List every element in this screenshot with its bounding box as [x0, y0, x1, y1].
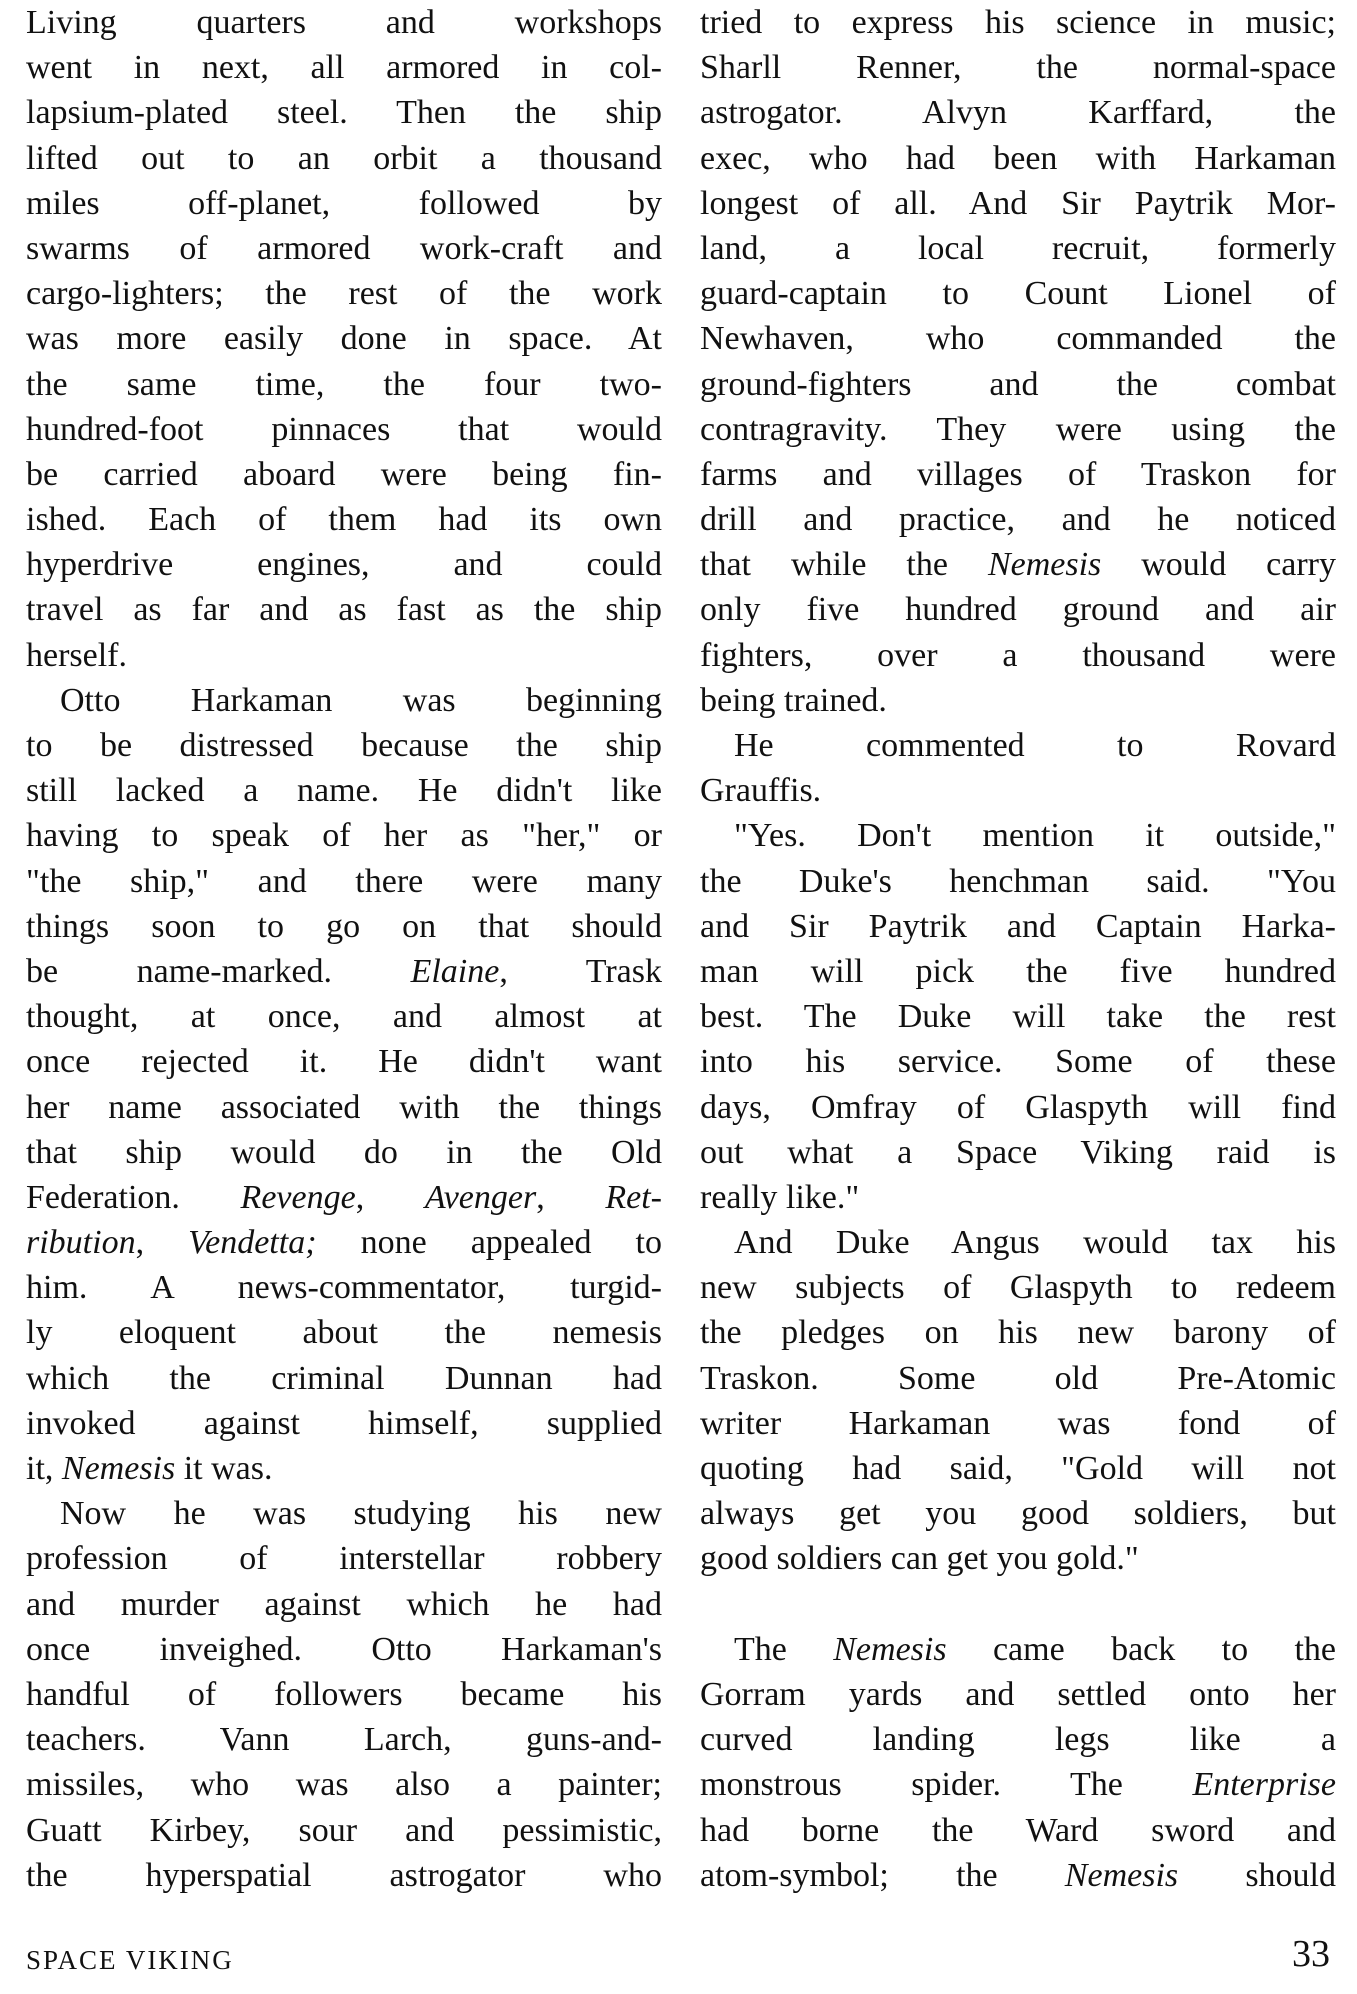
text-line: profession of interstellar robbery	[26, 1540, 662, 1578]
page-number: 33	[1292, 1933, 1330, 1975]
text-line: had borne the Ward sword and	[700, 1811, 1336, 1849]
text-line: things soon to go on that should	[26, 907, 662, 945]
text-line: lifted out to an orbit a thousand	[26, 139, 662, 177]
text-line: out what a Space Viking raid is	[700, 1133, 1336, 1171]
text-line: Otto Harkaman was beginning	[60, 681, 662, 719]
text-line: once rejected it. He didn't want	[26, 1043, 662, 1081]
text-line: into his service. Some of these	[700, 1043, 1336, 1081]
text-line: to be distressed because the ship	[26, 727, 662, 764]
text-line: good soldiers can get you gold."	[700, 1540, 1139, 1578]
text-line: Newhaven, who commanded the	[700, 320, 1336, 358]
text-line: miles off-planet, followed by	[26, 184, 662, 222]
text-line: missiles, who was also a painter;	[26, 1766, 662, 1804]
text-line: best. The Duke will take the rest	[700, 998, 1336, 1036]
text-line: be carried aboard were being fin-	[26, 455, 662, 493]
text-line: her name associated with the things	[26, 1088, 662, 1126]
text-line: really like."	[700, 1178, 860, 1216]
text-line: ribution, Vendetta; none appealed to	[26, 1224, 662, 1262]
text-line: once inveighed. Otto Harkaman's	[26, 1630, 662, 1668]
text-line: exec, who had been with Harkaman	[700, 139, 1336, 177]
text-line: Grauffis.	[700, 772, 822, 810]
text-line: having to speak of her as "her," or	[26, 817, 662, 855]
text-line: days, Omfray of Glaspyth will find	[700, 1088, 1336, 1126]
text-line: "the ship," and there were many	[26, 862, 662, 900]
text-line: cargo-lighters; the rest of the work	[26, 275, 662, 313]
text-line: thought, at once, and almost at	[26, 998, 662, 1036]
text-line: ground-fighters and the combat	[700, 365, 1336, 403]
text-line: longest of all. And Sir Paytrik Mor-	[700, 184, 1336, 222]
text-line: Federation. Revenge, Avenger, Ret-	[26, 1178, 662, 1216]
text-line: herself.	[26, 636, 128, 674]
text-line: guard-captain to Count Lionel of	[700, 275, 1336, 313]
section-break	[700, 1582, 1336, 1627]
text-line: the same time, the four two-	[26, 365, 662, 403]
text-line: and Sir Paytrik and Captain Harka-	[700, 907, 1336, 945]
text-line: Now he was studying his new	[60, 1495, 662, 1533]
text-line: monstrous spider. The Enterprise	[700, 1766, 1336, 1804]
text-line: astrogator. Alvyn Karffard, the	[700, 94, 1336, 132]
text-line: He commented to Rovard	[734, 727, 1336, 764]
text-line: "Yes. Don't mention it outside,"	[734, 817, 1336, 855]
text-line: hundred-foot pinnaces that would	[26, 410, 662, 448]
left-text-column	[26, 0, 662, 1898]
text-line: and murder against which he had	[26, 1585, 662, 1623]
text-line: land, a local recruit, formerly	[700, 229, 1336, 267]
text-line: was more easily done in space. At	[26, 320, 662, 358]
text-line: tried to express his science in music;	[700, 4, 1336, 41]
text-line: Traskon. Some old Pre-Atomic	[700, 1359, 1336, 1397]
text-line: new subjects of Glaspyth to redeem	[700, 1269, 1336, 1307]
text-line: teachers. Vann Larch, guns-and-	[26, 1721, 662, 1759]
right-text-column	[700, 0, 1336, 1898]
text-line: farms and villages of Traskon for	[700, 455, 1336, 493]
text-line: hyperdrive engines, and could	[26, 546, 662, 584]
text-line: swarms of armored work-craft and	[26, 229, 662, 267]
text-line: invoked against himself, supplied	[26, 1404, 662, 1442]
text-line: The Nemesis came back to the	[734, 1630, 1336, 1668]
text-line: handful of followers became his	[26, 1675, 662, 1713]
text-line: ished. Each of them had its own	[26, 501, 662, 539]
text-line: lapsium-plated steel. Then the ship	[26, 94, 662, 132]
text-line: the hyperspatial astrogator who	[26, 1856, 662, 1894]
text-line: quoting had said, "Gold will not	[700, 1450, 1336, 1487]
text-line: ly eloquent about the nemesis	[26, 1314, 662, 1352]
text-line: writer Harkaman was fond of	[700, 1404, 1336, 1442]
text-line: curved landing legs like a	[700, 1721, 1336, 1759]
text-line: which the criminal Dunnan had	[26, 1359, 662, 1397]
text-line: drill and practice, and he noticed	[700, 501, 1336, 539]
text-line: Guatt Kirbey, sour and pessimistic,	[26, 1811, 662, 1849]
text-line: him. A news-commentator, turgid-	[26, 1269, 662, 1307]
text-line: that ship would do in the Old	[26, 1133, 662, 1171]
text-line: it, Nemesis it was.	[26, 1450, 273, 1487]
running-title: SPACE VIKING	[26, 1945, 234, 1975]
text-line: be name-marked. Elaine, Trask	[26, 952, 662, 990]
text-line: fighters, over a thousand were	[700, 636, 1336, 674]
text-line: Sharll Renner, the normal-space	[700, 49, 1336, 87]
text-line: atom-symbol; the Nemesis should	[700, 1856, 1336, 1894]
text-line: always get you good soldiers, but	[700, 1495, 1336, 1533]
text-line: went in next, all armored in col-	[26, 49, 662, 87]
text-line: contragravity. They were using the	[700, 410, 1336, 448]
text-line: travel as far and as fast as the ship	[26, 591, 662, 629]
text-line: the Duke's henchman said. "You	[700, 862, 1336, 900]
text-line: only five hundred ground and air	[700, 591, 1336, 629]
text-line: Living quarters and workshops	[26, 4, 662, 41]
text-line: still lacked a name. He didn't like	[26, 772, 662, 810]
text-line: And Duke Angus would tax his	[734, 1224, 1336, 1262]
text-line: the pledges on his new barony of	[700, 1314, 1336, 1352]
text-line: man will pick the five hundred	[700, 952, 1336, 990]
text-line: Gorram yards and settled onto her	[700, 1675, 1336, 1713]
text-line: that while the Nemesis would carry	[700, 546, 1336, 584]
text-line: being trained.	[700, 681, 887, 719]
